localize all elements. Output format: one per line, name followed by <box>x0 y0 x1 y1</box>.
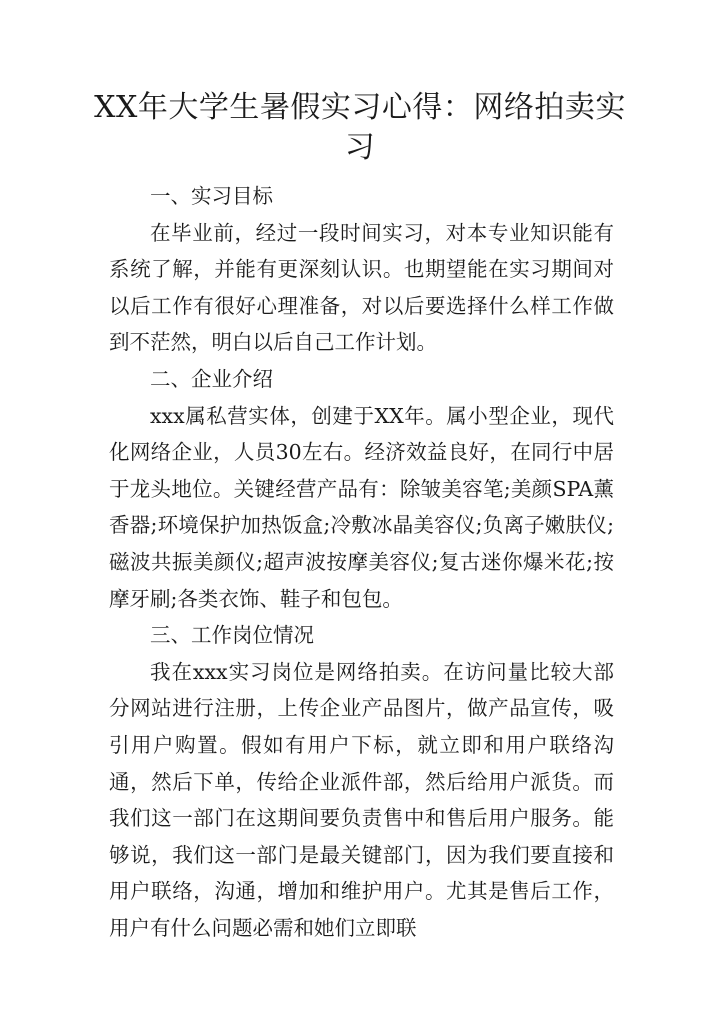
section-heading-position: 三、工作岗位情况 <box>150 623 314 648</box>
section-body-company: xxx属私营实体，创建于XX年。属小型企业，现代化网络企业，人员30左右。经济效益良好，在同行中居于龙头地位。关键经营产品有：除皱美容笔;美颜SPA薰香器;环境保护加热饭盒;冷敷冰晶美容仪;负离子嫩肤仪;磁波共振美颜仪;超声波按摩美容仪;复古迷你爆米花;按摩牙刷;各类衣饰、鞋子和包包。 <box>109 403 614 611</box>
section-heading-goals: 一、实习目标 <box>150 184 273 208</box>
section-body-goals: 在毕业前，经过一段时间实习，对本专业知识能有系统了解，并能有更深刻认识。也期望能在实习期间对以后工作有很好心理准备，对以后要选择什么样工作做到不茫然，明白以后自己工作计划。 <box>109 220 614 355</box>
section-heading-company: 二、企业介绍 <box>150 366 273 391</box>
section-body-position: 我在xxx实习岗位是网络拍卖。在访问量比较大部分网站进行注册，上传企业产品图片，做产品宣传，吸引用户购置。假如有用户下标，就立即和用户联络沟通，然后下单，传给企业派件部，然后给用户派货。而我们这一部门在这期间要负责售中和售后用户服务。能够说，我们这一部门是最关键部门，因为我们要直接和用户联络，沟通，增加和维护用户。尤其是售后工作，用户有什么问题必需和她们立即联 <box>109 659 614 940</box>
document-title: XX年大学生暑假实习心得：网络拍卖实习 <box>94 90 626 165</box>
document-body <box>109 178 614 946</box>
